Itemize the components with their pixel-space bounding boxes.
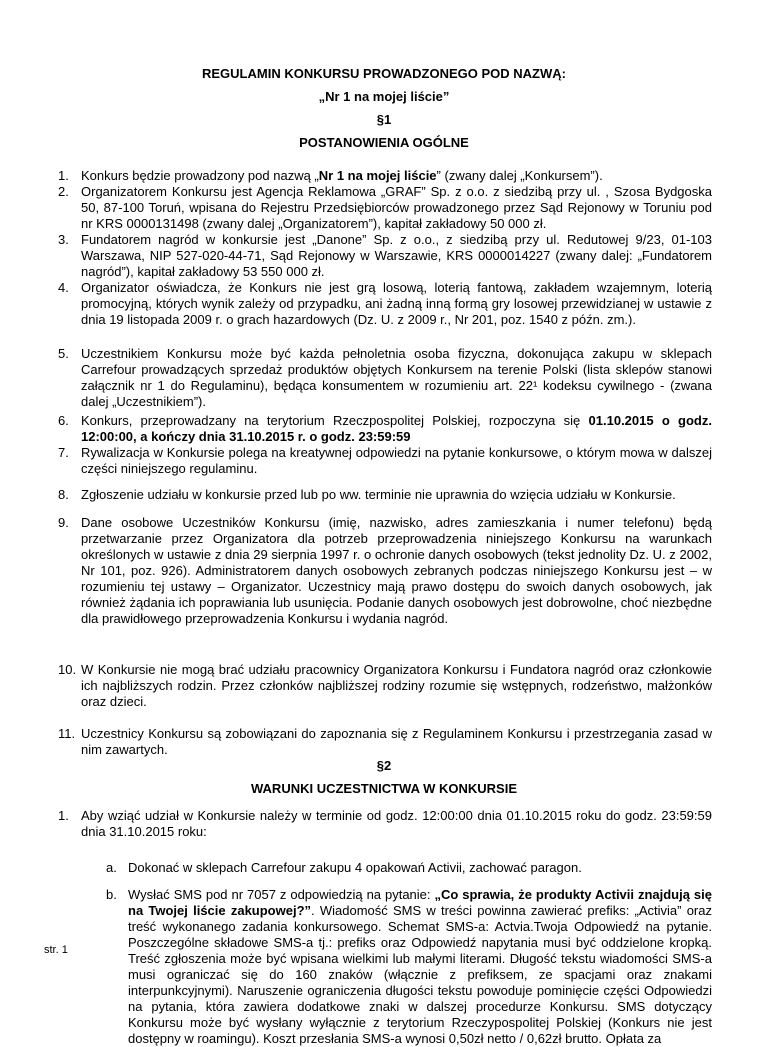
item-text: . Wiadomość SMS w treści powinna zawierać prefiks: „Activia” oraz treść wykonanego zadania konkursowego. Schemat SMS-a: Actvia.Twoja Odpowiedź na pytanie. Poszczególne składowe SMS-a tj.: prefiks oraz Odpowiedź napytania musi być oddzielone kropką. Treść zgłoszenia może być wpisana wielkimi lub małymi literami. Długość tekstu wiadomości SMS-a musi ograniczać się do 160 znaków (włącznie z prefiksem, ze spacjami oraz znakami interpunkcyjnymi). Naruszenie ograniczenia długości tekstu powoduje pominięcie części Odpowiedzi na pytania, która zawiera dodatkowe znaki w dalszej procedurze Konkursu. SMS dotyczący Konkursu może być wysłany wyłącznie z terytorium Rzeczypospolitej Polskiej (Konkurs nie jest dostępny w roamingu). Koszt przesłania SMS-a wynosi 0,50zł netto / 0,62zł brutto. Opłata za (128, 903, 712, 1046)
item-text: Organizatorem Konkursu jest Agencja Reklamowa „GRAF” Sp. z o.o. z siedzibą przy ul. , Szosa Bydgoska 50, 87-100 Toruń, wpisana do Rejestru Przedsiębiorców prowadzonego przez Sąd Rejonowy w Toruniu pod nr KRS 0000131498 (zwany dalej „Organizatorem”), kapitał zakładowy 50 000 zł. (81, 184, 712, 231)
item-text: Organizator oświadcza, że Konkurs nie jest grą losową, loterią fantową, zakładem wzajemnym, loterią promocyjną, których wynik zależy od przypadku, ani żadną inną formą gry losowej przewidzianej w ustawie z dnia 19 listopada 2009 r. o grach hazardowych (Dz. U. z 2009 r., Nr 201, poz. 1540 z późn. zm.). (81, 280, 712, 327)
list-item (58, 808, 712, 840)
list-number: 1. (58, 808, 69, 823)
list-item (58, 487, 712, 503)
item-bold-text: 01.10.2015 o godz. 12:00:00, a kończy dnia 31.10.2015 r. o godz. 23:59:59 (81, 413, 712, 444)
list-number: 1. (58, 168, 69, 183)
list-item (58, 515, 712, 627)
contest-name: „Nr 1 na mojej liście” (318, 89, 450, 104)
item-text: Konkurs, przeprowadzany na terytorium Rzeczpospolitej Polskiej, rozpoczyna się (81, 413, 589, 428)
list-number: 10. (58, 662, 77, 677)
list-number: 7. (58, 445, 69, 460)
list-number: 3. (58, 232, 69, 247)
list-number: 9. (58, 515, 69, 530)
sub-list-item (106, 887, 712, 1047)
list-number: 6. (58, 413, 69, 428)
list-item (58, 413, 712, 445)
section-number: §2 (376, 758, 392, 773)
list-item (58, 346, 712, 410)
list-number: 8. (58, 487, 69, 502)
section-title: WARUNKI UCZESTNICTWA W KONKURSIE (250, 781, 517, 796)
list-letter: b. (106, 887, 117, 902)
list-letter: a. (106, 860, 117, 875)
item-text: Uczestnicy Konkursu są zobowiązani do zapoznania się z Regulaminem Konkursu i przestrzegania zasad w nim zawartych. (81, 726, 712, 757)
list-item (58, 184, 712, 232)
item-text: Konkurs będzie prowadzony pod nazwą „ (81, 168, 319, 183)
list-item (58, 168, 712, 184)
section-title: POSTANOWIENIA OGÓLNE (299, 135, 469, 150)
list-number: 2. (58, 184, 69, 199)
item-text: Dokonać w sklepach Carrefour zakupu 4 opakowań Activii, zachować paragon. (128, 860, 582, 875)
list-number: 11. (58, 726, 76, 741)
list-number: 4. (58, 280, 69, 295)
list-item (58, 280, 712, 328)
item-text: Rywalizacja w Konkursie polega na kreatywnej odpowiedzi na pytanie konkursowe, o którym mowa w dalszej części niniejszego regulaminu. (81, 445, 712, 476)
section-number: §1 (376, 112, 392, 127)
list-item (58, 726, 712, 758)
item-text: Wysłać SMS pod nr 7057 z odpowiedzią na pytanie: (128, 887, 435, 902)
list-item (58, 232, 712, 280)
list-number: 5. (58, 346, 69, 361)
item-bold-text: „Co sprawia, że produkty Activii znajdują się na Twojej liście zakupowej?” (128, 887, 712, 918)
item-text: ” (zwany dalej „Konkursem”). (436, 168, 603, 183)
sub-list-item (106, 860, 712, 876)
item-bold-text: Nr 1 na mojej liście (318, 168, 437, 183)
item-text: Aby wziąć udział w Konkursie należy w terminie od godz. 12:00:00 dnia 01.10.2015 roku do godz. 23:59:59 dnia 31.10.2015 roku: (81, 808, 712, 839)
item-text: Dane osobowe Uczestników Konkursu (imię, nazwisko, adres zamieszkania i numer telefonu) będą przetwarzanie przez Organizatora dla potrzeb przeprowadzenia niniejszego Konkursu na warunkach określonych w ustawie z dnia 29 sierpnia 1997 r. o ochronie danych osobowych (tekst jednolity Dz. U. z 2002, Nr 101, poz. 926). Administratorem danych osobowych zebranych podczas niniejszego Konkursu jest – w rozumieniu tej ustawy – Organizator. Uczestnicy mają prawo dostępu do swoich danych osobowych, jak również żądania ich poprawiania lub usunięcia. Podanie danych osobowych jest dobrowolne, choć niezbędne dla prawidłowego przeprowadzenia Konkursu i wydania nagród. (81, 515, 712, 626)
item-text: Fundatorem nagród w konkursie jest „Danone” Sp. z o.o., z siedzibą przy ul. Redutowej 9/23, 01-103 Warszawa, NIP 527-020-44-71, Sąd Rejonowy w Warszawie, KRS 0000014227 (zwany dalej: „Fundatorem nagród”), kapitał zakładowy 53 550 000 zł. (81, 232, 712, 279)
item-text: Uczestnikiem Konkursu może być każda pełnoletnia osoba fizyczna, dokonująca zakupu w sklepach Carrefour prowadzących sprzedaż produktów objętych Konkursem na terenie Polski (lista sklepów stanowi załącznik nr 1 do Regulaminu), będąca konsumentem w rozumieniu art. 22¹ kodeksu cywilnego - (zwana dalej „Uczestnikiem”). (81, 346, 712, 409)
list-item (58, 662, 712, 710)
document-title: REGULAMIN KONKURSU PROWADZONEGO POD NAZWĄ: (202, 66, 566, 81)
list-item (58, 445, 712, 477)
item-text: W Konkursie nie mogą brać udziału pracownicy Organizatora Konkursu i Fundatora nagród oraz członkowie ich najbliższych rodzin. Przez członków najbliższej rodziny rozumie się wstępnych, rodzeństwo, małżonków oraz dzieci. (81, 662, 712, 709)
item-text: Zgłoszenie udziału w konkursie przed lub po ww. terminie nie uprawnia do wzięcia udziału w Konkursie. (81, 487, 676, 502)
page-number: str. 1 (44, 944, 68, 956)
